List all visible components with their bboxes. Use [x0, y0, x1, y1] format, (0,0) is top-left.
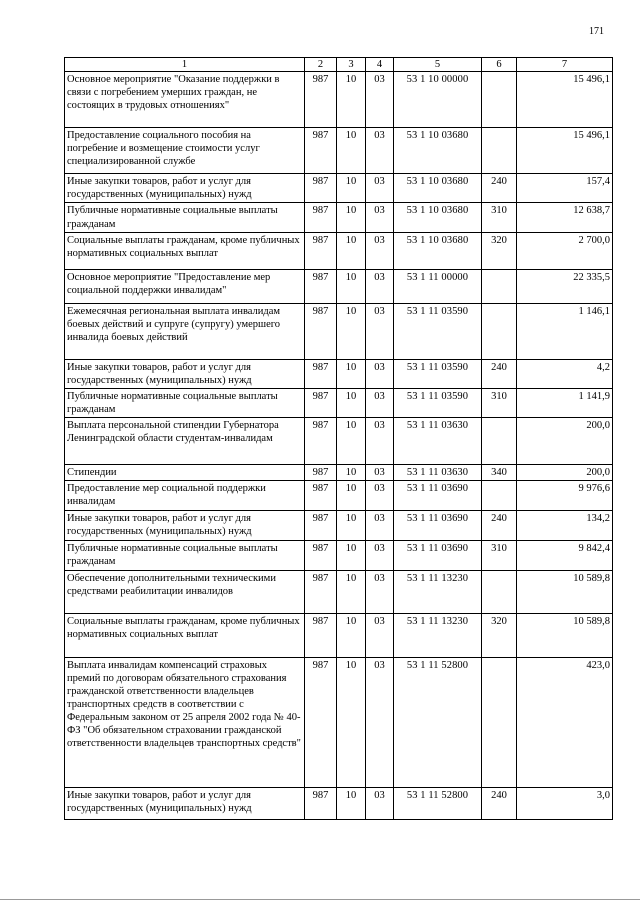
- row-cell-col4: 03: [366, 388, 394, 417]
- row-cell-col3: 10: [337, 481, 366, 510]
- row-cell-col3: 10: [337, 388, 366, 417]
- row-cell-col4: 03: [366, 269, 394, 303]
- row-cell-col5: 53 1 11 03590: [394, 388, 482, 417]
- row-description: Публичные нормативные социальные выплаты гражданам: [65, 203, 305, 232]
- row-cell-col2: 987: [305, 787, 337, 819]
- row-cell-col6: 340: [482, 465, 517, 481]
- row-cell-col4: 03: [366, 657, 394, 787]
- row-cell-col2: 987: [305, 465, 337, 481]
- row-cell-col6: [482, 481, 517, 510]
- row-cell-col5: 53 1 11 13230: [394, 570, 482, 613]
- column-header: 7: [517, 58, 613, 72]
- table-row: [65, 418, 613, 465]
- row-cell-col4: 03: [366, 613, 394, 657]
- table-row: [65, 174, 613, 203]
- column-header: 5: [394, 58, 482, 72]
- row-cell-col7: 200,0: [517, 418, 613, 465]
- row-cell-col2: 987: [305, 269, 337, 303]
- row-cell-col4: 03: [366, 510, 394, 540]
- row-cell-col2: 987: [305, 303, 337, 359]
- row-description: Публичные нормативные социальные выплаты гражданам: [65, 540, 305, 570]
- row-cell-col6: [482, 128, 517, 174]
- row-description: Предоставление мер социальной поддержки инвалидам: [65, 481, 305, 510]
- row-cell-col5: 53 1 10 03680: [394, 174, 482, 203]
- row-cell-col7: 15 496,1: [517, 72, 613, 128]
- table-row: [65, 657, 613, 787]
- row-description: Социальные выплаты гражданам, кроме публичных нормативных социальных выплат: [65, 613, 305, 657]
- row-description: Публичные нормативные социальные выплаты гражданам: [65, 388, 305, 417]
- row-cell-col3: 10: [337, 510, 366, 540]
- row-cell-col7: 200,0: [517, 465, 613, 481]
- row-cell-col5: 53 1 11 00000: [394, 269, 482, 303]
- column-header: 1: [65, 58, 305, 72]
- header-row: [65, 58, 613, 72]
- row-cell-col3: 10: [337, 174, 366, 203]
- row-cell-col3: 10: [337, 540, 366, 570]
- column-header: 4: [366, 58, 394, 72]
- table-row: [65, 359, 613, 388]
- table-row: [65, 269, 613, 303]
- row-cell-col7: 10 589,8: [517, 613, 613, 657]
- row-cell-col4: 03: [366, 570, 394, 613]
- row-cell-col3: 10: [337, 203, 366, 232]
- row-cell-col7: 22 335,5: [517, 269, 613, 303]
- page-bottom-edge: [0, 899, 640, 900]
- row-cell-col6: 240: [482, 174, 517, 203]
- row-cell-col6: [482, 570, 517, 613]
- row-cell-col4: 03: [366, 465, 394, 481]
- row-cell-col3: 10: [337, 303, 366, 359]
- row-cell-col6: [482, 657, 517, 787]
- row-cell-col5: 53 1 11 03630: [394, 465, 482, 481]
- row-cell-col7: 9 976,6: [517, 481, 613, 510]
- row-cell-col4: 03: [366, 359, 394, 388]
- row-description: Социальные выплаты гражданам, кроме публичных нормативных социальных выплат: [65, 232, 305, 269]
- row-cell-col5: 53 1 11 52800: [394, 787, 482, 819]
- table-row: [65, 570, 613, 613]
- row-cell-col3: 10: [337, 613, 366, 657]
- row-cell-col6: 320: [482, 232, 517, 269]
- row-description: Предоставление социального пособия на погребение и возмещение стоимости услуг специализированной службе: [65, 128, 305, 174]
- row-cell-col6: [482, 303, 517, 359]
- row-cell-col5: 53 1 11 52800: [394, 657, 482, 787]
- row-cell-col2: 987: [305, 128, 337, 174]
- row-cell-col2: 987: [305, 72, 337, 128]
- table-row: [65, 510, 613, 540]
- row-cell-col4: 03: [366, 418, 394, 465]
- column-header: 6: [482, 58, 517, 72]
- row-cell-col7: 1 141,9: [517, 388, 613, 417]
- row-cell-col6: 310: [482, 203, 517, 232]
- row-cell-col5: 53 1 11 03590: [394, 359, 482, 388]
- row-cell-col7: 134,2: [517, 510, 613, 540]
- row-cell-col4: 03: [366, 174, 394, 203]
- row-cell-col2: 987: [305, 388, 337, 417]
- row-cell-col5: 53 1 11 03590: [394, 303, 482, 359]
- row-cell-col3: 10: [337, 359, 366, 388]
- row-cell-col4: 03: [366, 481, 394, 510]
- row-description: Выплата инвалидам компенсаций страховых премий по договорам обязательного страхования гражданской ответственности владельцев транспортных средств в соответствии с Федеральным законом от 25 апреля 2002 года № 40-ФЗ "Об обязательном страховании гражданской ответственности владельцев транспортных средств": [65, 657, 305, 787]
- row-cell-col6: 240: [482, 510, 517, 540]
- row-cell-col5: 53 1 10 00000: [394, 72, 482, 128]
- row-cell-col5: 53 1 11 03630: [394, 418, 482, 465]
- table-row: [65, 203, 613, 232]
- row-cell-col3: 10: [337, 128, 366, 174]
- row-description: Выплата персональной стипендии Губернатора Ленинградской области студентам-инвалидам: [65, 418, 305, 465]
- row-cell-col6: [482, 72, 517, 128]
- row-cell-col3: 10: [337, 418, 366, 465]
- row-cell-col6: 310: [482, 388, 517, 417]
- row-cell-col7: 1 146,1: [517, 303, 613, 359]
- row-cell-col7: 4,2: [517, 359, 613, 388]
- column-header: 2: [305, 58, 337, 72]
- row-cell-col3: 10: [337, 570, 366, 613]
- row-description: Обеспечение дополнительными техническими средствами реабилитации инвалидов: [65, 570, 305, 613]
- row-cell-col6: 320: [482, 613, 517, 657]
- row-cell-col2: 987: [305, 613, 337, 657]
- table-row: [65, 388, 613, 417]
- row-cell-col6: [482, 269, 517, 303]
- row-cell-col3: 10: [337, 657, 366, 787]
- row-cell-col2: 987: [305, 570, 337, 613]
- table-row: [65, 72, 613, 128]
- page-number: 171: [589, 26, 604, 37]
- row-cell-col4: 03: [366, 540, 394, 570]
- row-cell-col5: 53 1 10 03680: [394, 232, 482, 269]
- table-row: [65, 128, 613, 174]
- row-cell-col6: 240: [482, 359, 517, 388]
- row-cell-col4: 03: [366, 232, 394, 269]
- row-cell-col5: 53 1 11 03690: [394, 540, 482, 570]
- row-cell-col5: 53 1 11 03690: [394, 510, 482, 540]
- row-cell-col3: 10: [337, 465, 366, 481]
- row-description: Иные закупки товаров, работ и услуг для государственных (муниципальных) нужд: [65, 174, 305, 203]
- row-cell-col7: 12 638,7: [517, 203, 613, 232]
- table-row: [65, 232, 613, 269]
- table-row: [65, 540, 613, 570]
- row-cell-col4: 03: [366, 72, 394, 128]
- row-cell-col4: 03: [366, 303, 394, 359]
- row-cell-col6: [482, 418, 517, 465]
- table-row: [65, 613, 613, 657]
- row-cell-col2: 987: [305, 232, 337, 269]
- row-description: Иные закупки товаров, работ и услуг для государственных (муниципальных) нужд: [65, 359, 305, 388]
- row-description: Основное мероприятие "Оказание поддержки в связи с погребением умерших граждан, не состоящих в трудовых отношениях": [65, 72, 305, 128]
- row-cell-col3: 10: [337, 72, 366, 128]
- row-cell-col5: 53 1 11 03690: [394, 481, 482, 510]
- row-cell-col6: 240: [482, 787, 517, 819]
- row-cell-col2: 987: [305, 203, 337, 232]
- row-cell-col7: 9 842,4: [517, 540, 613, 570]
- row-cell-col2: 987: [305, 174, 337, 203]
- table-row: [65, 303, 613, 359]
- row-cell-col2: 987: [305, 418, 337, 465]
- row-cell-col3: 10: [337, 232, 366, 269]
- row-cell-col2: 987: [305, 510, 337, 540]
- row-cell-col5: 53 1 11 13230: [394, 613, 482, 657]
- row-cell-col7: 3,0: [517, 787, 613, 819]
- row-cell-col3: 10: [337, 787, 366, 819]
- row-description: Ежемесячная региональная выплата инвалидам боевых действий и супруге (супругу) умершего инвалида боевых действий: [65, 303, 305, 359]
- row-cell-col6: 310: [482, 540, 517, 570]
- row-description: Стипендии: [65, 465, 305, 481]
- budget-table: [64, 57, 613, 820]
- row-cell-col5: 53 1 10 03680: [394, 203, 482, 232]
- row-cell-col2: 987: [305, 359, 337, 388]
- row-cell-col7: 157,4: [517, 174, 613, 203]
- row-description: Иные закупки товаров, работ и услуг для государственных (муниципальных) нужд: [65, 787, 305, 819]
- row-cell-col7: 15 496,1: [517, 128, 613, 174]
- row-cell-col7: 2 700,0: [517, 232, 613, 269]
- row-cell-col2: 987: [305, 540, 337, 570]
- row-cell-col4: 03: [366, 128, 394, 174]
- table-row: [65, 787, 613, 819]
- table-row: [65, 481, 613, 510]
- column-header: 3: [337, 58, 366, 72]
- row-description: Основное мероприятие "Предоставление мер социальной поддержки инвалидам": [65, 269, 305, 303]
- row-cell-col5: 53 1 10 03680: [394, 128, 482, 174]
- row-cell-col7: 10 589,8: [517, 570, 613, 613]
- row-cell-col2: 987: [305, 481, 337, 510]
- row-description: Иные закупки товаров, работ и услуг для государственных (муниципальных) нужд: [65, 510, 305, 540]
- table-row: [65, 465, 613, 481]
- row-cell-col4: 03: [366, 203, 394, 232]
- row-cell-col4: 03: [366, 787, 394, 819]
- row-cell-col3: 10: [337, 269, 366, 303]
- row-cell-col2: 987: [305, 657, 337, 787]
- row-cell-col7: 423,0: [517, 657, 613, 787]
